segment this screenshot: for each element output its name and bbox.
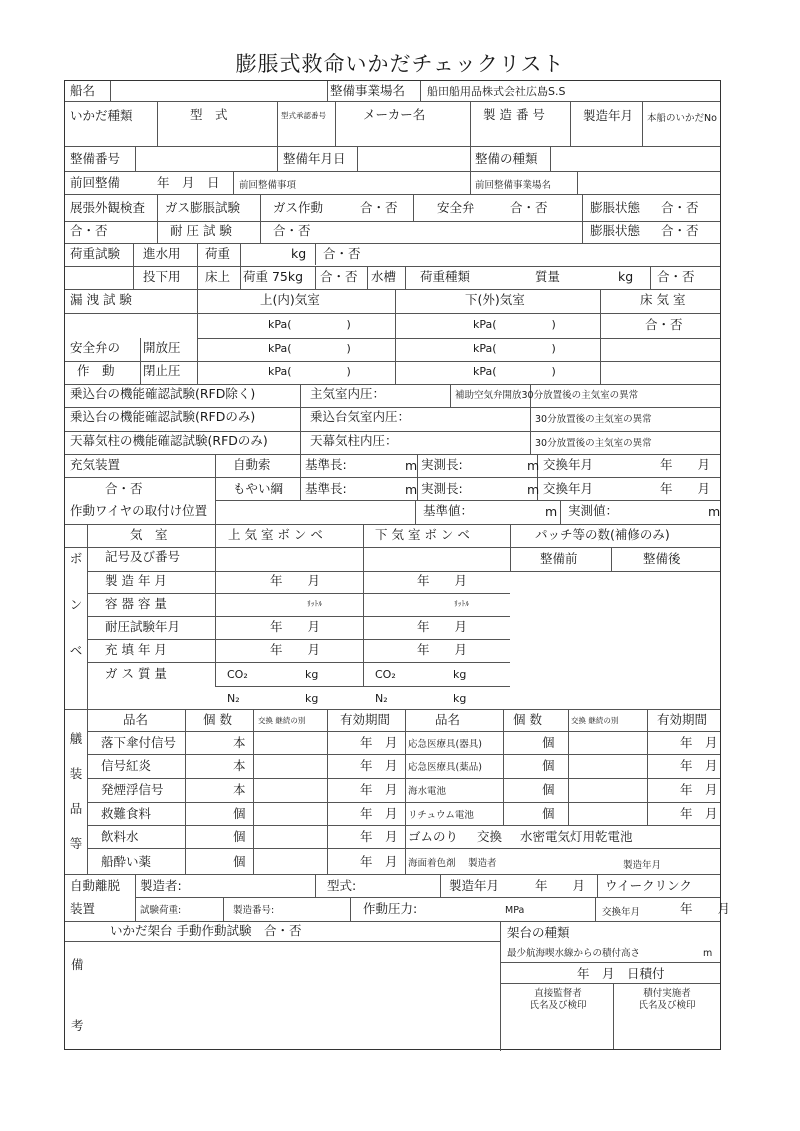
rule [500,983,720,984]
equip-unit: 本 [233,735,246,750]
label-close-pressure: 閉止圧 [143,363,181,378]
label-std-value: 基準値： [423,503,474,518]
rule [133,243,134,289]
label-stower: 積付実施者 [643,988,691,999]
label-act-value: 実測値： [568,503,619,518]
rule [65,171,720,172]
equip-unit: 個 [233,829,246,844]
rule [87,709,88,874]
label-maint-date: 整備年月日 [283,151,346,166]
label-maker: メーカー名 [363,107,426,122]
label-serial: 製 造 番 号 [483,107,545,122]
prev-maint-date: 年 月 日 [157,175,220,190]
equip-expiry-ym: 年 月 [360,782,398,797]
equip-item-right: 応急医療具(器具) [408,739,482,750]
rule [253,709,254,874]
label-n2: N₂ [227,692,240,705]
label-patch-count: パッチ等の数(補修のみ) [535,527,670,542]
cyl-row-label: 充 填 年 月 [105,642,167,657]
rule [363,524,364,686]
rule [315,874,316,897]
label-canopy: 天幕気柱の機能確認試験(RFDのみ) [70,433,268,448]
kpa-close-lower: kPa( ) [473,365,556,378]
rule [582,194,583,243]
label-auto-mfg: 製造年月 [449,878,500,893]
label-weak-replace: 交換年月 [602,907,641,918]
unit-m: m [545,504,558,519]
rule [65,221,720,222]
label-replace-date: 交換年月 [543,481,594,496]
rule [140,338,141,384]
unit-liter: ﾘｯﾄﾙ [454,599,469,608]
rule [65,524,720,525]
unit-liter: ﾘｯﾄﾙ [307,599,322,608]
pass-fail: 合・否 [661,200,699,215]
rule [65,407,720,408]
rule [157,221,158,243]
label-auto-line: 自動索 [233,457,271,472]
unit-m: m [527,482,540,497]
rule [215,524,216,686]
replace-ym: 年 月 [660,481,711,496]
pass-fail: 合・否 [70,223,108,238]
rule [65,941,500,942]
unit-kg: kg [453,692,467,705]
rule [510,524,511,571]
equip-expiry-ym: 年 月 [360,829,398,844]
label-raft-type: いかだ種類 [70,108,133,123]
pass-fail: 合・否 [657,269,695,284]
rule [450,384,451,407]
pass-fail: 合・否 [105,481,143,496]
label-upper-cylinder: 上 気 室 ボ ン ベ [228,527,323,542]
rule [87,662,510,663]
side-label-cylinder-3: ベ [69,643,83,658]
label-boarding: 進水用 [143,246,181,261]
equip-expiry-ym: 年 月 [680,782,718,797]
rule [650,266,651,289]
rule [260,221,261,243]
label-manual-test: いかだ架台 手動作動試験 合・否 [110,923,302,938]
rule [197,338,720,339]
label-raft-no: 本船のいかだNo [647,113,717,124]
rule [87,616,510,617]
kpa-open-lower: kPa( ) [473,342,556,355]
note-aux-valve: 補助空気弁開放30分放置後の主気室の異常 [455,390,639,401]
rule [300,384,301,454]
label-board-pressure: 乗込台気室内圧： [310,409,411,424]
label-ship-name: 船名 [70,83,96,98]
unit-m: m [708,504,721,519]
label-pressure-test: 耐 圧 試 験 [170,223,232,238]
equip-unit: 本 [233,758,246,773]
rule [65,266,720,267]
rule [470,171,471,194]
rule [568,709,569,825]
rule [611,547,612,571]
rule [503,709,504,825]
rule [600,338,601,384]
rule [87,593,510,594]
replace-ym: 年 月 [660,457,711,472]
auto-mfg-ym: 年 月 [535,878,586,893]
label-maint-no: 整備番号 [70,151,121,166]
equip-unit: 個 [542,735,555,750]
label-load: 荷重 [205,246,231,261]
rule [135,146,136,171]
label-item-name: 品名 [123,712,149,727]
rule [500,921,501,1051]
equip-item-left: 落下傘付信号 [101,735,177,750]
side-label-equip-1: 艤 [69,731,83,746]
upper-fill-ym: 年 月 [270,642,321,657]
upper-test-ym: 年 月 [270,619,321,634]
equip-unit: 個 [233,806,246,821]
label-wire-position: 作動ワイヤの取付け位置 [70,503,208,518]
label-prev-maint: 前回整備 [70,175,121,190]
label-auto-model: 型式: [327,878,357,893]
rule [367,266,368,289]
rule [240,243,241,289]
label-chamber: 気 室 [130,527,168,542]
label-floor-chamber: 床 気 室 [640,292,686,307]
rule [223,897,224,921]
rule [300,454,301,500]
label-dye-maker: 製造者 [468,858,497,869]
rule [87,778,720,779]
label-exchange: 交換 継続の別 [258,716,306,725]
rule [87,524,88,709]
label-remarks-1: 備 [71,957,84,972]
rule [65,384,720,385]
rule [65,431,720,432]
rule [470,146,471,171]
side-label-equip-2: 装 [69,766,83,781]
equip-item-left: 発煙浮信号 [101,782,164,797]
label-act-length: 実測長: [421,457,463,472]
unit-kg: kg [453,668,467,681]
rule [215,686,510,687]
label-test-load: 試験荷重: [140,905,182,916]
rule [135,874,136,921]
label-main-pressure: 主気室内圧： [310,386,386,401]
rule [157,194,158,221]
rule [65,146,720,147]
label-upper-chamber: 上(内)気室 [260,292,320,307]
label-rfd-only: 乗込台の機能確認試験(RFDのみ) [70,409,256,424]
label-inflation-device: 充気装置 [70,457,121,472]
label-open-pressure: 開放圧 [143,340,181,355]
rule [277,101,278,146]
label-release-pressure: 作動圧力: [363,901,418,916]
unit-m: m [405,458,418,473]
rule [197,243,198,289]
rule [560,500,561,524]
side-label-cylinder-2: ン [69,597,83,612]
label-painter: もやい綱 [233,481,284,496]
rule [510,571,720,572]
rule [357,146,358,171]
label-drop: 投下用 [143,269,181,284]
label-leak-test: 漏 洩 試 験 [70,292,132,307]
label-load-kind: 荷重種類 [420,269,471,284]
rule [110,81,111,101]
rule [315,266,316,289]
pass-fail: 合・否 [273,223,311,238]
label-weak-link: ウイークリンク [605,878,692,893]
rule [65,709,720,710]
equip-expiry-ym: 年 月 [360,735,398,750]
rule [335,101,336,146]
equip-expiry-ym: 年 月 [360,854,398,869]
label-replace-date: 交換年月 [543,457,594,472]
label-before: 整備前 [540,551,578,566]
equip-expiry-ym: 年 月 [680,735,718,750]
unit-kg: kg [305,692,319,705]
equip-expiry-ym: 年 月 [360,758,398,773]
lower-test-ym: 年 月 [417,619,468,634]
rule [420,81,421,101]
side-label-equip-4: 等 [69,836,83,851]
rule [577,171,578,194]
rule [613,983,614,1049]
checklist-form [64,80,731,1050]
label-load-75: 荷重 75kg [243,269,304,284]
side-label-cylinder-1: ボ [69,551,83,566]
equip-item-left: 信号紅炎 [101,758,152,773]
label-glue: ゴムのり [408,829,459,844]
rule [65,454,720,455]
unit-m: m [527,458,540,473]
equip-item-right: 海水電池 [408,786,447,797]
unit-kg: kg [291,246,307,261]
rule [185,709,186,874]
label-expiry: 有効期間 [340,712,391,727]
label-inflate-state: 膨脹状態 [590,223,641,238]
rule [395,338,396,384]
pass-fail: 合・否 [661,223,699,238]
rule [87,571,510,572]
label-remarks-2: 考 [71,1018,84,1033]
label-auto-serial: 製造番号: [233,905,275,916]
unit-m: m [405,482,418,497]
rule [597,874,598,897]
rule [315,243,316,265]
pass-fail: 合・否 [645,317,683,332]
cyl-row-label: 記号及び番号 [105,549,181,564]
label-expand-check: 展張外観検査 [70,200,146,215]
label-canopy-pressure: 天幕気柱内圧： [310,433,398,448]
upper-mfg-ym: 年 月 [270,573,321,588]
equip-unit: 個 [542,782,555,797]
label-inflate-state: 膨脹状態 [590,200,641,215]
label-model: 型 式 [190,107,228,122]
rule [642,101,643,146]
label-approval-no: 型式承認番号 [281,111,326,120]
rule [157,101,158,146]
rule [87,754,720,755]
cyl-row-label: 容 器 容 量 [105,596,167,611]
rule [327,709,328,874]
label-exchange: 交換 継続の別 [571,716,619,725]
label-stower-sign: 氏名及び検印 [638,1000,696,1011]
label-co2: CO₂ [375,668,396,681]
unit-m: m [703,948,713,959]
rule [277,146,278,171]
label-qty: 個 数 [203,712,232,727]
rule [87,802,720,803]
stow-date: 年 月 日積付 [577,966,665,981]
rule [65,313,720,314]
rule [215,500,720,501]
label-n2: N₂ [375,692,388,705]
label-auto-maker: 製造者: [140,878,182,893]
rule [65,547,720,548]
rule [65,289,720,290]
rule [440,874,441,897]
equip-unit: 個 [542,758,555,773]
kpa-upper: kPa( ) [268,318,351,331]
rule [405,709,406,874]
rule [500,962,720,963]
pass-fail: 合・否 [323,246,361,261]
label-after: 整備後 [643,551,681,566]
rule [327,81,328,101]
label-mass: 質量 [535,269,561,284]
label-maint-kind: 整備の種類 [475,151,538,166]
kpa-close-upper: kPa( ) [268,365,351,378]
rule [570,101,571,146]
label-qty: 個 数 [513,712,542,727]
label-valve-1: 安全弁の [70,340,121,355]
label-item-name: 品名 [435,712,461,727]
equip-unit: 個 [233,854,246,869]
label-expiry: 有効期間 [657,712,708,727]
rule [415,500,416,524]
rule [87,825,720,826]
label-co2: CO₂ [227,668,248,681]
pass-fail: 合・否 [320,269,358,284]
cyl-row-label: ガ ス 質 量 [105,666,167,681]
unit-kg: kg [305,668,319,681]
rule [215,500,216,524]
label-station: 整備事業場名 [330,83,406,98]
label-supervisor-sign: 氏名及び検印 [529,1000,587,1011]
rule [215,454,216,500]
label-dye-mfg: 製造年月 [623,860,662,871]
rule [65,194,720,195]
label-act-length: 実測長: [421,481,463,496]
equip-expiry-ym: 年 月 [360,806,398,821]
rule [350,897,351,921]
rule [65,361,720,362]
rule [65,101,720,102]
equip-expiry-ym: 年 月 [680,806,718,821]
rule [260,194,261,221]
equip-item-right: リチュウム電池 [408,810,474,821]
rule [87,639,510,640]
label-gas-test: ガス膨脹試験 [165,200,241,215]
equip-item-left: 船酔い薬 [101,854,152,869]
label-gas-act: ガス作動 [273,200,324,215]
label-dye-marker: 海面着色剤 [408,858,456,869]
cyl-row-label: 製 造 年 月 [105,573,167,588]
label-cradle-type: 架台の種類 [507,925,570,940]
pass-fail: 合・否 [510,200,548,215]
rule [413,194,414,221]
rule [87,731,720,732]
page-title: 膨脹式救命いかだチェックリスト [235,52,565,76]
equip-item-right: 応急医療具(薬品) [408,762,482,773]
equip-item-left: 飲料水 [101,829,139,844]
unit-mpa: MPa [505,905,525,916]
weak-replace-ym: 年 月 [680,901,731,916]
label-prev-station: 前回整備事業場名 [475,180,552,191]
kpa-lower: kPa( ) [473,318,556,331]
rule [65,477,720,478]
rule [405,266,406,289]
rule [65,874,720,875]
label-stow-height: 最少航海喫水線からの積付高さ [507,948,641,959]
label-lower-cylinder: 下 気 室 ボ ン ベ [375,527,470,542]
equip-item-left: 救難食料 [101,806,152,821]
label-prev-items: 前回整備事項 [239,180,297,191]
label-tank: 水槽 [371,269,397,284]
equip-unit: 個 [542,806,555,821]
label-safety-valve: 安全弁 [437,200,475,215]
label-battery: 水密電気灯用乾電池 [520,829,633,844]
label-auto-release-2: 装置 [70,901,96,916]
rule [197,338,198,384]
note-30min: 30分放置後の主気室の異常 [535,438,652,449]
rule [647,709,648,825]
label-mfg-date: 製造年月 [583,108,634,123]
label-supervisor: 直接監督者 [534,988,582,999]
note-30min: 30分放置後の主気室の異常 [535,414,652,425]
side-label-equip-3: 品 [69,801,83,816]
label-lower-chamber: 下(外)気室 [465,292,525,307]
station-value: 船田船用品株式会社広島S.S [427,85,566,98]
label-std-length: 基準長: [305,457,347,472]
rule [65,921,720,922]
rule [470,101,471,146]
label-auto-release-1: 自動離脱 [70,878,121,893]
cyl-row-label: 耐圧試験年月 [105,619,181,634]
label-valve-2: 作 動 [77,363,115,378]
label-exchange-short: 交換 [477,829,503,844]
rule [65,243,720,244]
label-load-test: 荷重試験 [70,246,121,261]
pass-fail: 合・否 [360,200,398,215]
label-rfd-excluded: 乗込台の機能確認試験(RFD除く) [70,386,256,401]
rule [233,171,234,194]
label-floor: 床上 [205,269,231,284]
rule [595,897,596,921]
lower-mfg-ym: 年 月 [417,573,468,588]
kpa-open-upper: kPa( ) [268,342,351,355]
rule [550,146,551,171]
equip-expiry-ym: 年 月 [680,758,718,773]
lower-fill-ym: 年 月 [417,642,468,657]
equip-unit: 本 [233,782,246,797]
label-std-length: 基準長: [305,481,347,496]
unit-kg: kg [618,269,634,284]
rule [87,848,720,849]
